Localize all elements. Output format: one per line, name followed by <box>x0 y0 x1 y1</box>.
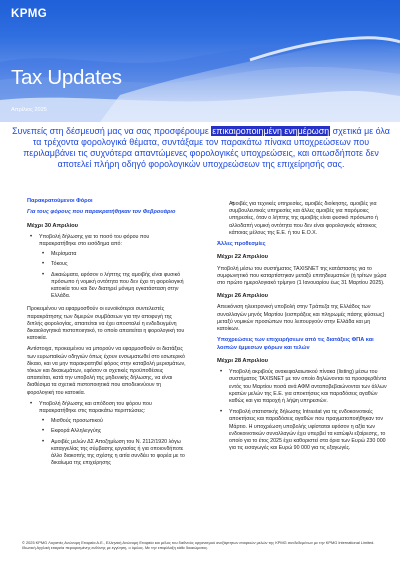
sub-list-item: • Μισθούς προσωπικού <box>27 418 187 425</box>
section-heading-vat: Υποχρεώσεις των επιχειρήσεων από τις διατάξεις ΦΠΑ και λοιπών έμμεσων φόρων και τελών <box>217 337 374 351</box>
sub-list-item: • Δικαιώματα, εφόσον ο λήπτης της αμοιβής είναι φυσικό πρόσωπο ή νομική οντότητα που δεν έχει τη φορολογική κατοικία του και δεν διατηρεί μόνιμη εγκατάσταση στην Ελλάδα. <box>27 272 187 301</box>
issue-date: Απρίλιος 2025 <box>11 107 47 113</box>
sub-list-item: • Εκφορά Αλληλεγγύης <box>27 428 187 435</box>
intro-highlight: επικαιροποιημένη ενημέρωση <box>212 126 330 136</box>
section-heading-other-deadlines: Άλλες προθεσμίες <box>217 241 266 248</box>
body-paragraph: Προκειμένου να εφαρμοσθούν οι ευνοϊκότεροι συντελεστές παρακράτησης των διμερών συμβάσεων για την αποφυγή της διπλής φορολογίας, απαιτείται να έχει αποσταλεί η ενδεδειγμένη δικαιολογητικά πιστοποιητικό, το οποίο απαιτείται η φορολογική του κατοικία. <box>27 306 185 342</box>
section-heading-withholding: Παρακρατούμενοι Φόροι <box>27 198 93 204</box>
kpmg-logo: KPMG <box>11 8 48 20</box>
section-subheading: Για τους φόρους που παρακρατήθηκαν τον Φεβρουάριο <box>27 209 176 216</box>
list-item: • Υποβολή στατιστικής δήλωσης Intrastat για τις ενδοκοινοτικές αποκτήσεις και παραδόσεις αγαθών που πραγματοποιήθηκαν τον Μάρτιο. Η υποχρέωση υποβολής υφίσταται εφόσον η αξία των ενδοκοινοτικών συναλλαγών έχει υπερβεί τα κατώφλι εξαίρεσης, το οποίο για το έτος 2025 έχει καθοριστεί στα όρια των Ευρώ 230 000 για τις εισαγωγές και Ευρώ 90 000 για τις εξαγωγές. <box>217 409 389 452</box>
list-item: • Υποβολή δήλωσης και απόδοση του φόρου που παρακρατήθηκε στις παρακάτω περιπτώσεις: <box>27 401 187 415</box>
intro-paragraph <box>11 126 391 170</box>
sub-list-item: • Μερίσματα <box>27 251 187 258</box>
intro-text-start: Συνεπείς στη δέσμευσή μας να σας προσφέρουμε <box>12 126 212 136</box>
page-title: Tax Updates <box>11 66 122 89</box>
intro-text-end: σχετικά με όλα τα τρέχοντα φορολογικά θέματα, συντάξαμε τον παρακάτω πίνακα υποχρεώσεων που περιλαμβάνει τις συχνότερα απαντώμενες φορολογικές υποχρεώσεις, και οπωσδήποτε δεν αποτελεί πλήρη οδηγό φορολογικών υποχρεώσεων της επιχείρησής σας. <box>23 126 390 169</box>
header-banner <box>0 0 400 122</box>
body-paragraph: Απεικόνιση ηλεκτρονική υποβολή στην Τράπεζα της Ελλάδος των συναλλαγών μηνός Μαρτίου (εισπράξεις και πληρωμές πάσης φύσεως) μεταξύ νομικών προσώπων που λειτουργούν στην Ελλάδα και μη κατοίκων. <box>217 304 385 333</box>
right-column <box>217 198 389 453</box>
deadline-heading: Μέχρι 22 Απριλίου <box>217 254 269 261</box>
body-paragraph: Υποβολή μέσω του συστήματος TAXISNET της κατάστασης για το συμφωνητικό που καταρτίστηκαν μεταξύ επιτηδευματιών (ή τρίτων χώρα στο πρώτο ημερολογιακό τρίμηνο (1 Ιανουαρίου έως 31 Μαρτίου 2025). <box>217 265 387 287</box>
sub-list-item: • Αμοιβές μελών ΔΣ Αποζημίωση του Ν. 2112/1920 λόγω καταγγελίας της σύμβασης εργασίας ή για οποιονδήποτε άλλο διακοπής της σχέσης η αιτία συνδέει το φορέα με το δικαίωμα της επιχείρησης <box>27 439 187 468</box>
deadline-heading: Μέχρι 30 Απριλίου <box>27 222 79 229</box>
deadline-heading: Μέχρι 26 Απριλίου <box>217 293 269 300</box>
ocean-wave-image <box>0 0 400 122</box>
body-paragraph: Αντίστοιχα, προκειμένου να μπορούν να εφαρμοσθούν οι διατάξεις των ευρωπαϊκών οδηγιών όπως έχουν ενσωματωθεί στο εσωτερικό δίκαιο, και να μην παρακρατηθεί φόρος στην καταβολή μερισμάτων, τόκων και δικαιωμάτων, εφόσον οι σχετικές προϋποθέσεις απαιτείται, κατά την υποβολή της μηδενικής δήλωσης, να είναι διαθέσιμα τα σχετικά πιστοποιητικά που αποδεικνύουν τη φορολογική του κατοικία. <box>27 346 186 396</box>
left-column <box>27 198 187 468</box>
copyright-footer: © 2025 KPMG Λογιστές Ανώνυμη Εταιρεία Α.Ε., Ελληνική Ανώνυμη Εταιρεία και μέλος του διεθνούς οργανισμού ανεξάρτητων εταιρειών μελών της KPMG συνδεδεμένων με την KPMG International Limited. Ιδιωτική Αγγλική εταιρεία περιορισμένης ευθύνης με εγγύηση, ο όμιλος. Με την επιφύλαξη κάθε δικαιώματος. <box>22 540 375 550</box>
list-item: • Υποβολή ακριβούς ανακεφαλαιωτικού πίνακα (listing) μέσω του συστήματος TAXISNET με τον οποίο δηλώνονται τα προσφερθέντα εντός του Μαρτίου ποσά ανά ΑΦΜ ανταποβεβαιώνονται των άλλων κρατών μελών της Ε.Ε. για αποκτήσεις και παραδόσεις αγαθών καθώς και για παροχή ή λήψη υπηρεσιών. <box>217 369 389 405</box>
sub-list-item: • Τόκους <box>27 261 187 268</box>
list-item: • Υποβολή δήλωσης για το ποσό του φόρου που παρακρατήθηκε στο εισόδημα από: <box>27 234 187 248</box>
sub-list-item: • Αμοιβές για τεχνικές υπηρεσίες, αμοιβές διοίκησης, αμοιβές για συμβουλευτικές υπηρεσίες και άλλες αμοιβές για παρόμοιες υπηρεσίες, όταν ο λήπτης της αμοιβής είναι φυσικό πρόσωπο ή αλλοδαπή νομική οντότητα που δεν είναι φορολογικός κάτοικος κάποιας μέλους της Ε.Ε. ή του Ε.Ο.Χ. <box>217 201 389 237</box>
deadline-heading: Μέχρι 28 Απριλίου <box>217 358 269 365</box>
